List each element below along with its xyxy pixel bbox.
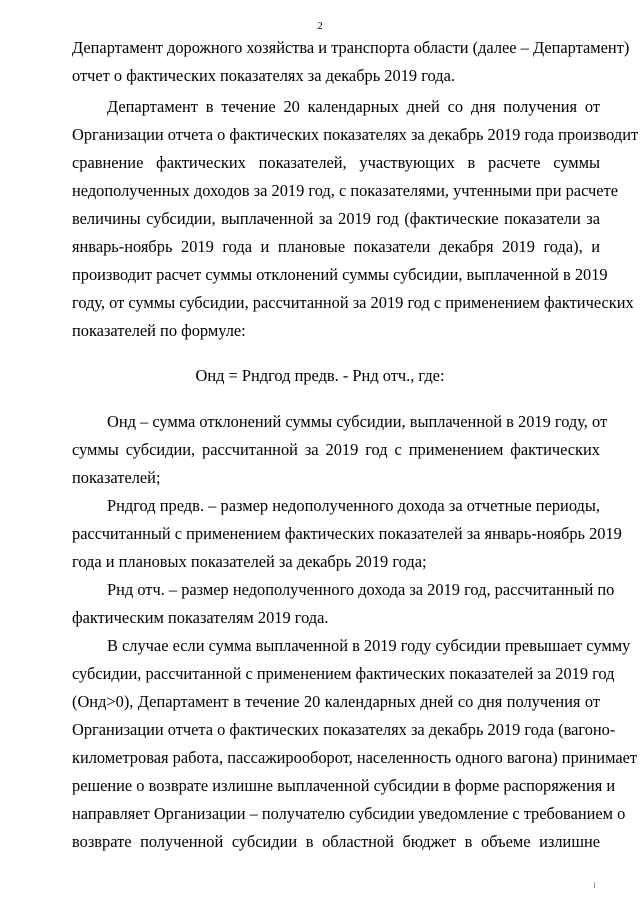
text-line: возврате полученной субсидии в областной бюджет в объеме излишне xyxy=(72,832,600,851)
text-line: Рнд отч. – размер недополученного дохода за 2019 год, рассчитанный по xyxy=(107,580,615,599)
text-line: года и плановых показателей за декабрь 2019 года; xyxy=(72,552,427,571)
text-line: Департамент в течение 20 календарных дней со дня получения от xyxy=(107,97,600,116)
text-line: (Онд>0), Департамент в течение 20 календарных дней со дня получения от xyxy=(72,692,600,711)
text-line: сравнение фактических показателей, участвующих в расчете суммы xyxy=(72,153,600,172)
text-line: величины субсидии, выплаченной за 2019 год (фактические показатели за xyxy=(72,209,600,228)
text-line: январь-ноябрь 2019 года и плановые показатели декабря 2019 года), и xyxy=(72,237,600,256)
text-line: Онд – сумма отклонений суммы субсидии, выплаченной в 2019 году, от xyxy=(107,412,608,431)
text-line: километровая работа, пассажирооборот, населенность одного вагона) принимает xyxy=(72,748,638,767)
text-line: направляет Организации – получателю субсидии уведомление с требованием о xyxy=(72,804,626,823)
text-line: фактическим показателям 2019 года. xyxy=(72,608,329,627)
page-number: 2 xyxy=(317,20,323,32)
text-line: показателей по формуле: xyxy=(72,321,246,340)
text-line: В случае если сумма выплаченной в 2019 году субсидии превышает сумму xyxy=(107,636,631,655)
text-line: производит расчет суммы отклонений суммы субсидии, выплаченной в 2019 xyxy=(72,265,608,284)
text-line: году, от суммы субсидии, рассчитанной за 2019 год с применением фактических xyxy=(72,293,634,312)
text-line: Департамент дорожного хозяйства и транспорта области (далее – Департамент) xyxy=(72,38,630,57)
text-line: суммы субсидии, рассчитанной за 2019 год с применением фактических xyxy=(72,440,600,459)
text-line: Организации отчета о фактических показателях за декабрь 2019 года (вагоно- xyxy=(72,720,616,739)
text-line: решение о возврате излишне выплаченной субсидии в форме распоряжения и xyxy=(72,776,616,795)
scan-mark xyxy=(594,882,595,888)
formula-line: Онд = Рндгод предв. - Рнд отч., где: xyxy=(195,366,445,385)
text-line: Организации отчета о фактических показателях за декабрь 2019 года производит xyxy=(72,125,639,144)
text-line: рассчитанный с применением фактических показателей за январь-ноябрь 2019 xyxy=(72,524,622,543)
text-line: субсидии, рассчитанной с применением фактических показателей за 2019 год xyxy=(72,664,615,683)
text-line: недополученных доходов за 2019 год, с показателями, учтенными при расчете xyxy=(72,181,618,200)
text-line: Рндгод предв. – размер недополученного дохода за отчетные периоды, xyxy=(107,496,600,515)
text-line: отчет о фактических показателях за декабрь 2019 года. xyxy=(72,66,455,85)
text-line: показателей; xyxy=(72,468,161,487)
